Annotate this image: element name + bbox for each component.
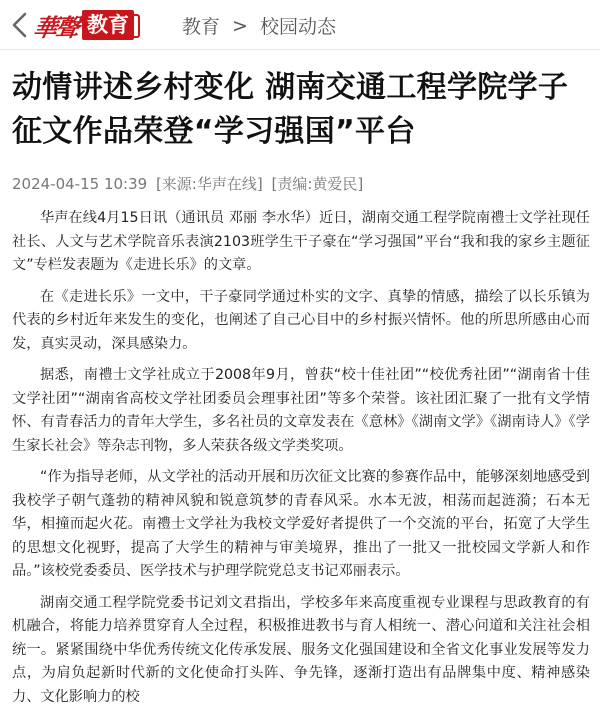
article-body [12,207,590,717]
breadcrumb-separator: > [232,14,248,37]
logo-script-text: 華聲 [31,12,81,42]
logo-box-text: 教育 [82,10,134,40]
article-title: 动情讲述乡村变化 湖南交通工程学院学子征文作品荣登“学习强国”平台 [12,70,569,149]
publish-date: 2024-04-15 10:39 [12,175,148,193]
article-meta [12,173,367,194]
article-paragraph: 华声在线4月15日讯（通讯员 邓丽 李水华）近日，湖南交通工程学院南禮士文学社现任社长、人文与艺术学院音乐表演2103班学生干子豪在“学习强国”平台“我和我的家乡主题征文”专栏发表题为《走进长乐》的文章。 [12,210,590,273]
breadcrumb-item-campus-news[interactable]: 校园动态 [259,16,336,38]
breadcrumb-item-education[interactable]: 教育 [182,16,221,38]
back-arrow-icon[interactable] [8,10,32,40]
top-bar [0,0,600,50]
article-paragraph: 据悉，南禮士文学社成立于2008年9月，曾获“校十佳社团”“校优秀社团”“湖南省十佳文学社团”“湖南省高校文学社团委员会理事社团”等多个荣誉。该社团汇聚了一批有文学情怀、有青春活力的青年大学生，多名社员的文章发表在《意林》《湖南文学》《湖南诗人》《学生家长社会》等杂志刊物，多人荣获各级文学类奖项。 [12,367,590,454]
article-paragraph: 湖南交通工程学院党委书记刘文君指出，学校多年来高度重视专业课程与思政教育的有机融合，将能力培养贯穿育人全过程，积极推进教书与育人相统一、潜心问道和关注社会相统一。紧紧围绕中华优秀传统文化传承发展、服务文化强国建设和全省文化事业发展等发力点，为肩负起新时代新的文化使命打头阵、争先锋，逐渐打造出有品牌集中度、精神感染力、文化影响力的校 [12,594,590,705]
article-paragraph: “作为指导老师，从文学社的活动开展和历次征文比赛的参赛作品中，能够深刻地感受到我校学子朝气蓬勃的精神风貌和锐意筑梦的青春风采。水本无波，相荡而起涟漪；石本无华，相撞而起火花。南禮士文学社为我校文学爱好者提供了一个交流的平台，拓宽了大学生的思想文化视野，提高了大学生的精神与审美境界，推出了一批又一批校园文学新人和作品。”该校党委委员、医学技术与护理学院党总支书记邓丽表示。 [12,469,590,579]
article-source: [来源:华声在线] [155,175,263,193]
site-logo[interactable] [31,8,134,42]
article-paragraph: 在《走进长乐》一文中，干子豪同学通过朴实的文字、真挚的情感，描绘了以长乐镇为代表的乡村近年来发生的变化，也阐述了自己心目中的乡村振兴情怀。他的所思所感由心而发，真实灵动，深具感染力。 [12,288,590,352]
breadcrumb [182,12,336,39]
article-editor: [责编:黄爱民] [271,175,364,193]
